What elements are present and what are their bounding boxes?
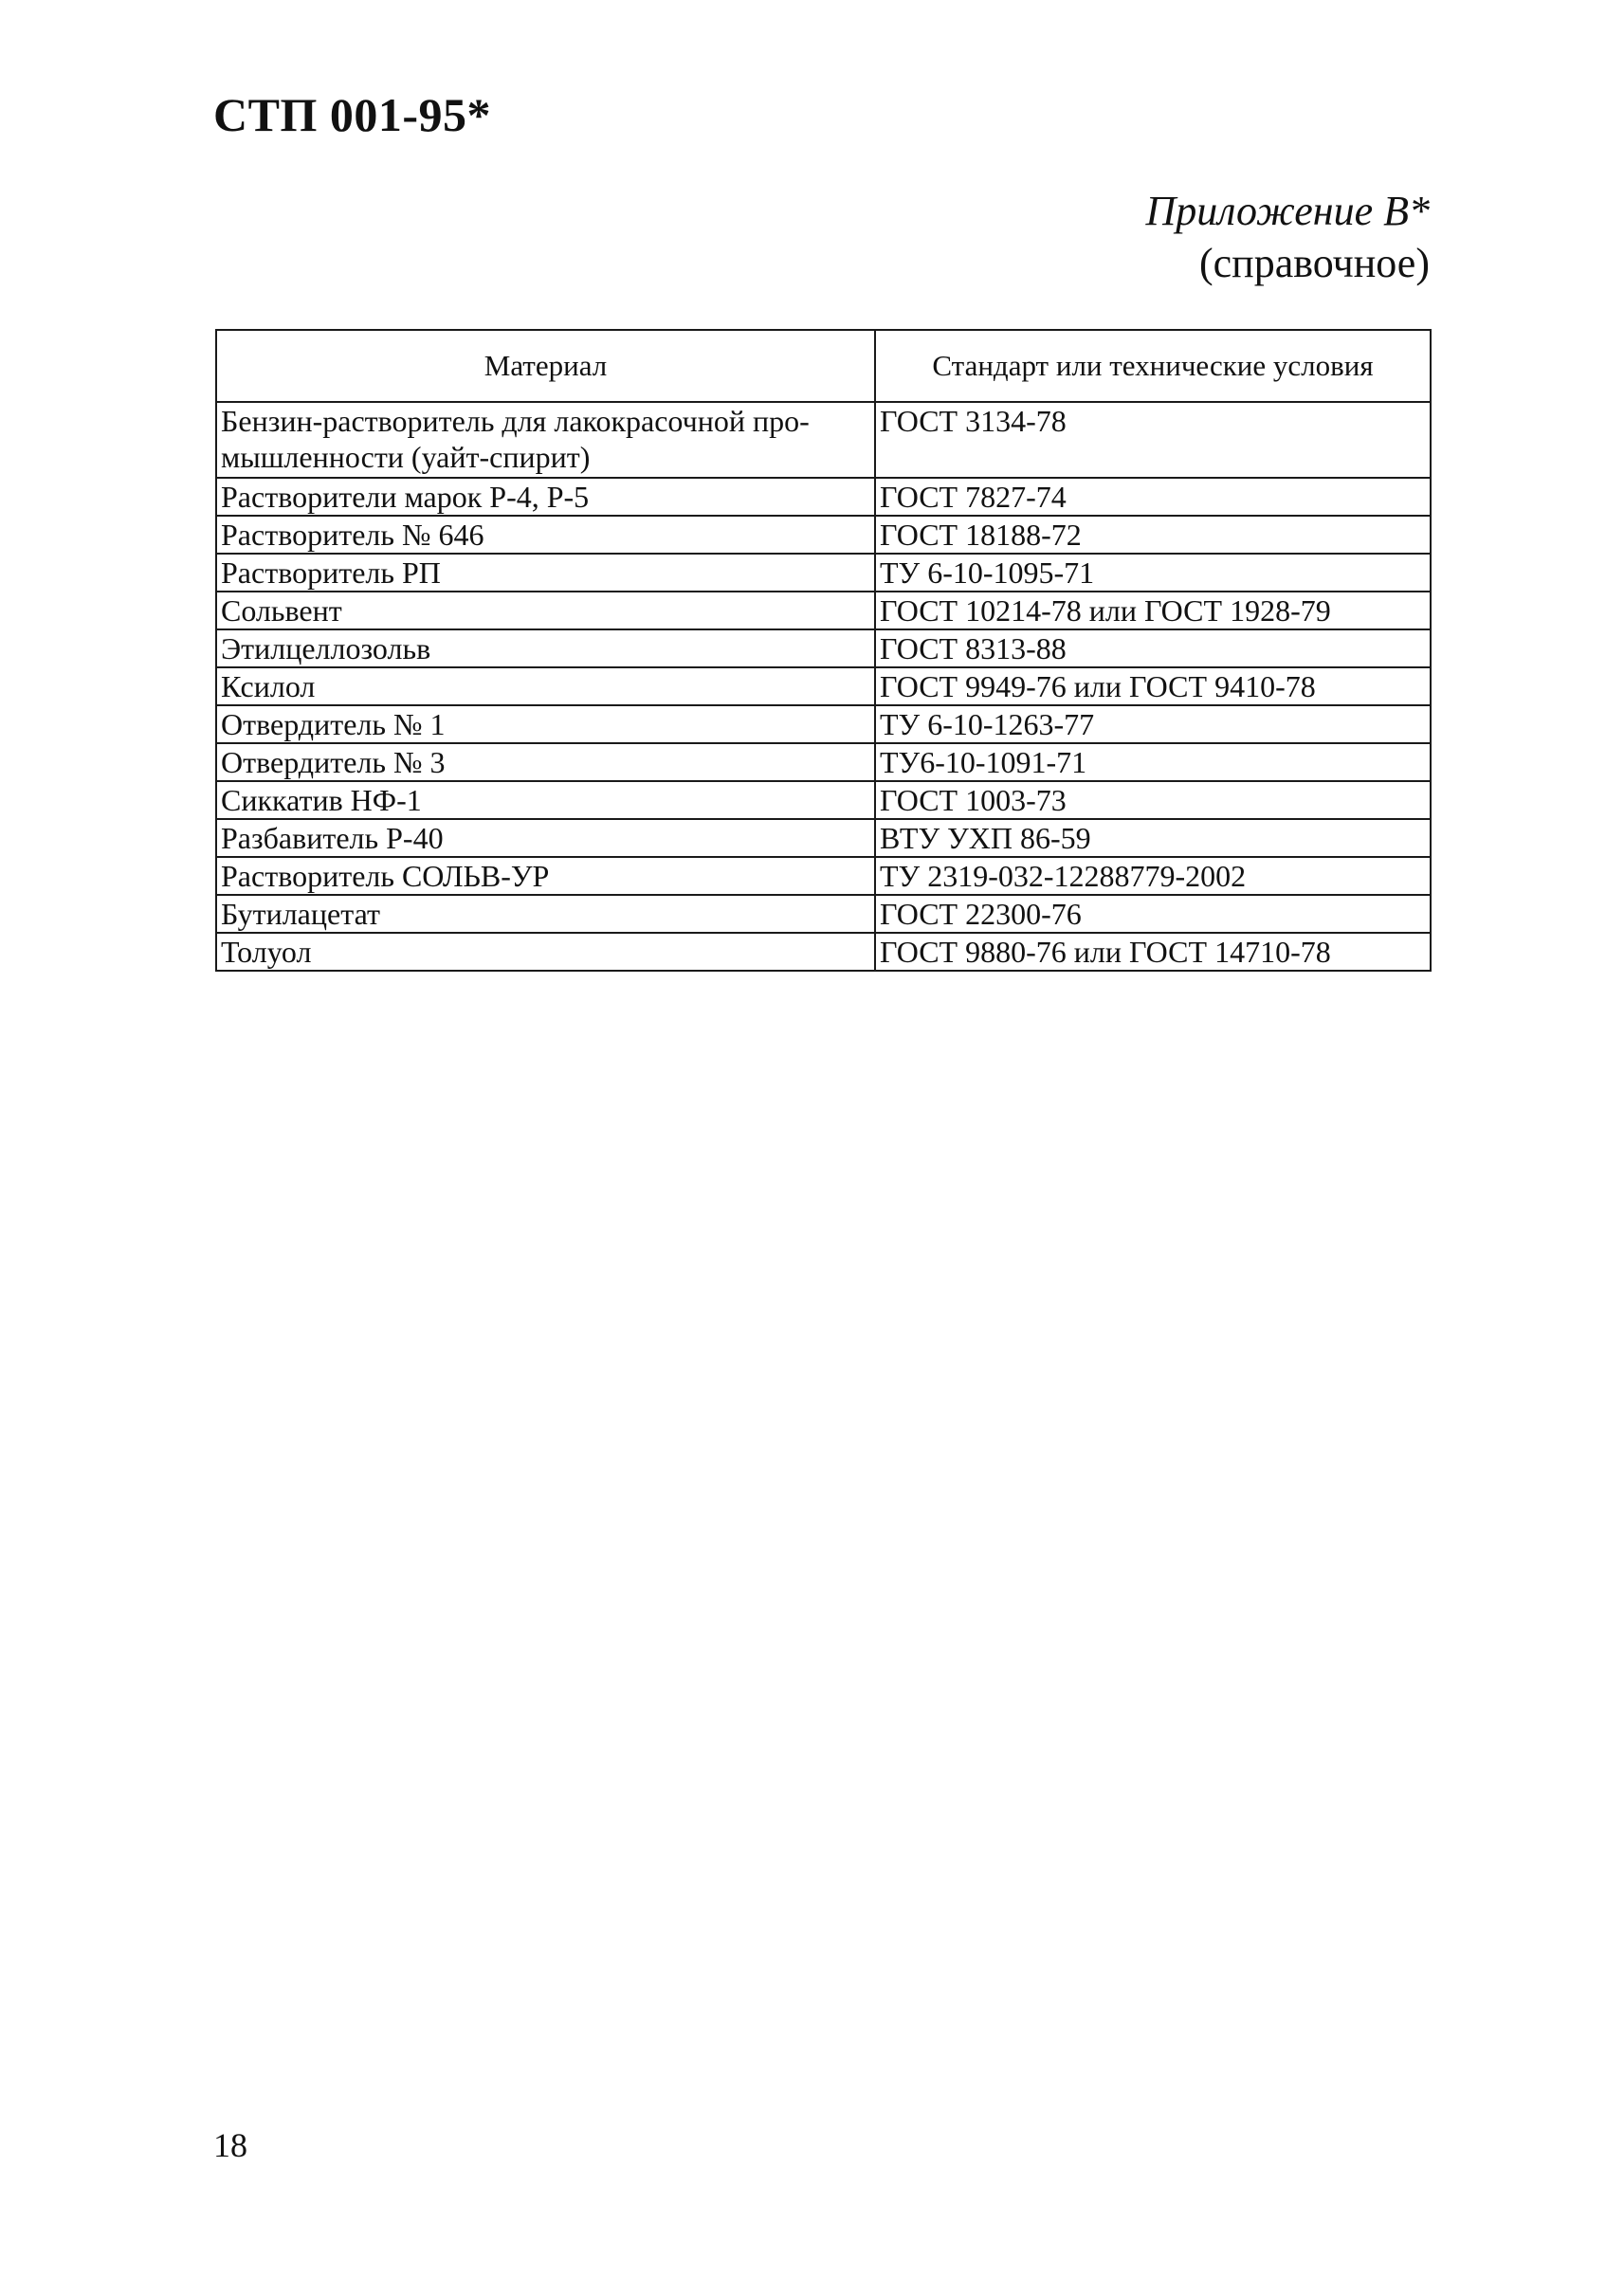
table-row	[216, 516, 1431, 554]
material-cell: Толуол	[216, 933, 875, 971]
standard-cell: ГОСТ 9949-76 или ГОСТ 9410-78	[875, 667, 1431, 705]
material-cell: Сольвент	[216, 592, 875, 629]
document-code: СТП 001-95*	[213, 88, 491, 141]
table-header-row	[216, 330, 1431, 402]
table-row	[216, 895, 1431, 933]
table-row	[216, 478, 1431, 516]
appendix-title: Приложение В*	[1145, 188, 1430, 234]
material-cell: Отвердитель № 3	[216, 743, 875, 781]
table-row	[216, 819, 1431, 857]
table-row	[216, 933, 1431, 971]
column-header-material: Материал	[216, 330, 875, 402]
standard-cell: ГОСТ 10214-78 или ГОСТ 1928-79	[875, 592, 1431, 629]
standard-cell: ГОСТ 18188-72	[875, 516, 1431, 554]
standard-cell: ТУ 6-10-1263-77	[875, 705, 1431, 743]
material-cell: Бутилацетат	[216, 895, 875, 933]
standard-cell: ВТУ УХП 86-59	[875, 819, 1431, 857]
material-cell: Ксилол	[216, 667, 875, 705]
page-number: 18	[213, 2126, 247, 2164]
material-cell: Отвердитель № 1	[216, 705, 875, 743]
standard-cell: ТУ 2319-032-12288779-2002	[875, 857, 1431, 895]
standard-cell: ГОСТ 1003-73	[875, 781, 1431, 819]
standard-cell: ГОСТ 22300-76	[875, 895, 1431, 933]
standard-cell: ГОСТ 8313-88	[875, 629, 1431, 667]
appendix-subtitle: (справочное)	[1199, 240, 1430, 286]
material-cell: Бензин-растворитель для лакокрасочной про-мышленности (уайт-спирит)	[216, 402, 875, 478]
column-header-standard: Стандарт или технические условия	[875, 330, 1431, 402]
material-cell: Растворитель № 646	[216, 516, 875, 554]
standard-cell: ТУ6-10-1091-71	[875, 743, 1431, 781]
table-row	[216, 857, 1431, 895]
standard-cell: ГОСТ 7827-74	[875, 478, 1431, 516]
table-row	[216, 781, 1431, 819]
appendix-heading	[1145, 186, 1430, 290]
table-row	[216, 592, 1431, 629]
materials-table	[215, 329, 1432, 972]
table-row	[216, 554, 1431, 592]
standard-cell: ГОСТ 9880-76 или ГОСТ 14710-78	[875, 933, 1431, 971]
material-cell: Сиккатив НФ-1	[216, 781, 875, 819]
material-cell: Растворители марок Р-4, Р-5	[216, 478, 875, 516]
table-row	[216, 743, 1431, 781]
material-cell: Разбавитель Р-40	[216, 819, 875, 857]
material-cell: Этилцеллозольв	[216, 629, 875, 667]
standard-cell: ТУ 6-10-1095-71	[875, 554, 1431, 592]
table-row	[216, 629, 1431, 667]
table-row	[216, 667, 1431, 705]
material-cell: Растворитель СОЛЬВ-УР	[216, 857, 875, 895]
table-row	[216, 705, 1431, 743]
material-cell: Растворитель РП	[216, 554, 875, 592]
table-row	[216, 402, 1431, 478]
standard-cell: ГОСТ 3134-78	[875, 402, 1431, 478]
